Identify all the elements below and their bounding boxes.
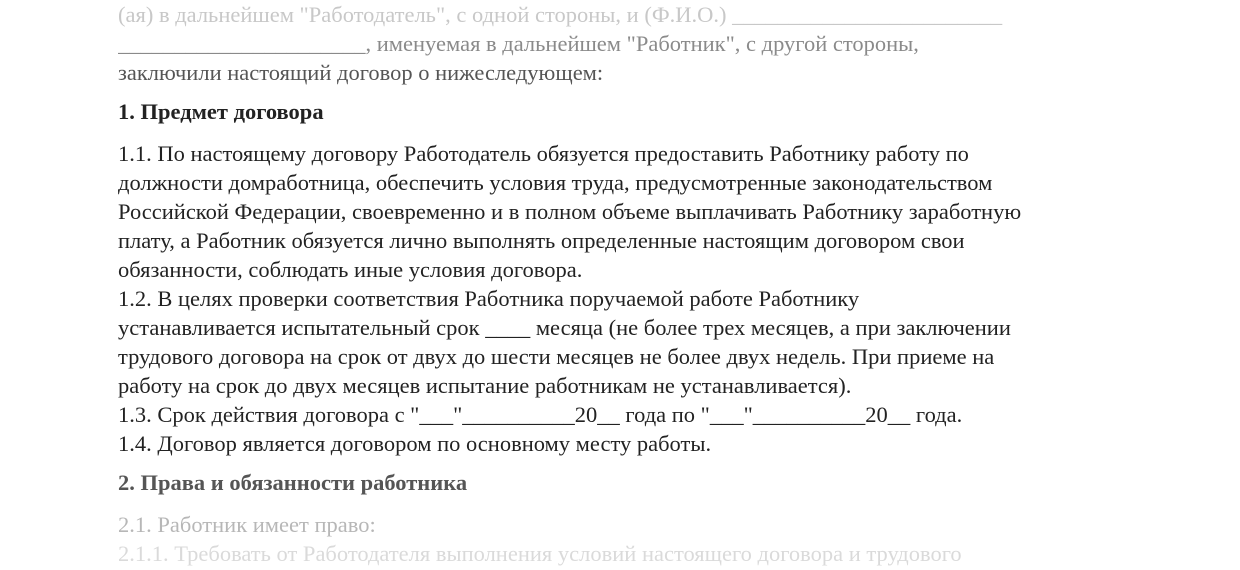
paragraph-line: должности домработница, обеспечить условия труда, предусмотренные законодательством [118, 170, 993, 195]
paragraph-line: 2.1.1. Требовать от Работодателя выполнения условий настоящего договора и трудового [118, 541, 962, 566]
intro-line-1: (ая) в дальнейшем "Работодатель", с одной стороны, и (Ф.И.О.) ________________________ [118, 2, 1003, 27]
section-2-heading: 2. Права и обязанности работника [118, 470, 468, 495]
paragraph-line: трудового договора на срок от двух до шести месяцев не более двух недель. При приеме на [118, 344, 995, 369]
paragraph-line: плату, а Работник обязуется лично выполнять определенные настоящим договором свои [118, 228, 965, 253]
document-page [118, 0, 1128, 570]
paragraph-line: 1.2. В целях проверки соответствия Работника поручаемой работе Работнику [118, 286, 860, 311]
paragraph-line: 1.1. По настоящему договору Работодатель обязуется предоставить Работнику работу по [118, 141, 969, 166]
paragraph-line: Российской Федерации, своевременно и в полном объеме выплачивать Работнику заработную [118, 199, 1022, 224]
paragraph-line: работу на срок до двух месяцев испытание работникам не устанавливается). [118, 373, 852, 398]
paragraph-line: 1.3. Срок действия договора с "___"__________20__ года по "___"__________20__ года. [118, 402, 963, 427]
section-1-heading: 1. Предмет договора [118, 99, 324, 124]
paragraph-line: устанавливается испытательный срок ____ месяца (не более трех месяцев, а при заключении [118, 315, 1011, 340]
paragraph-line: обязанности, соблюдать иные условия договора. [118, 257, 583, 282]
paragraph-line: 1.4. Договор является договором по основному месту работы. [118, 431, 712, 456]
intro-line-3: заключили настоящий договор о нижеследующем: [118, 60, 604, 85]
intro-line-2: ______________________, именуемая в дальнейшем "Работник", с другой стороны, [118, 31, 919, 56]
paragraph-line: 2.1. Работник имеет право: [118, 512, 376, 537]
